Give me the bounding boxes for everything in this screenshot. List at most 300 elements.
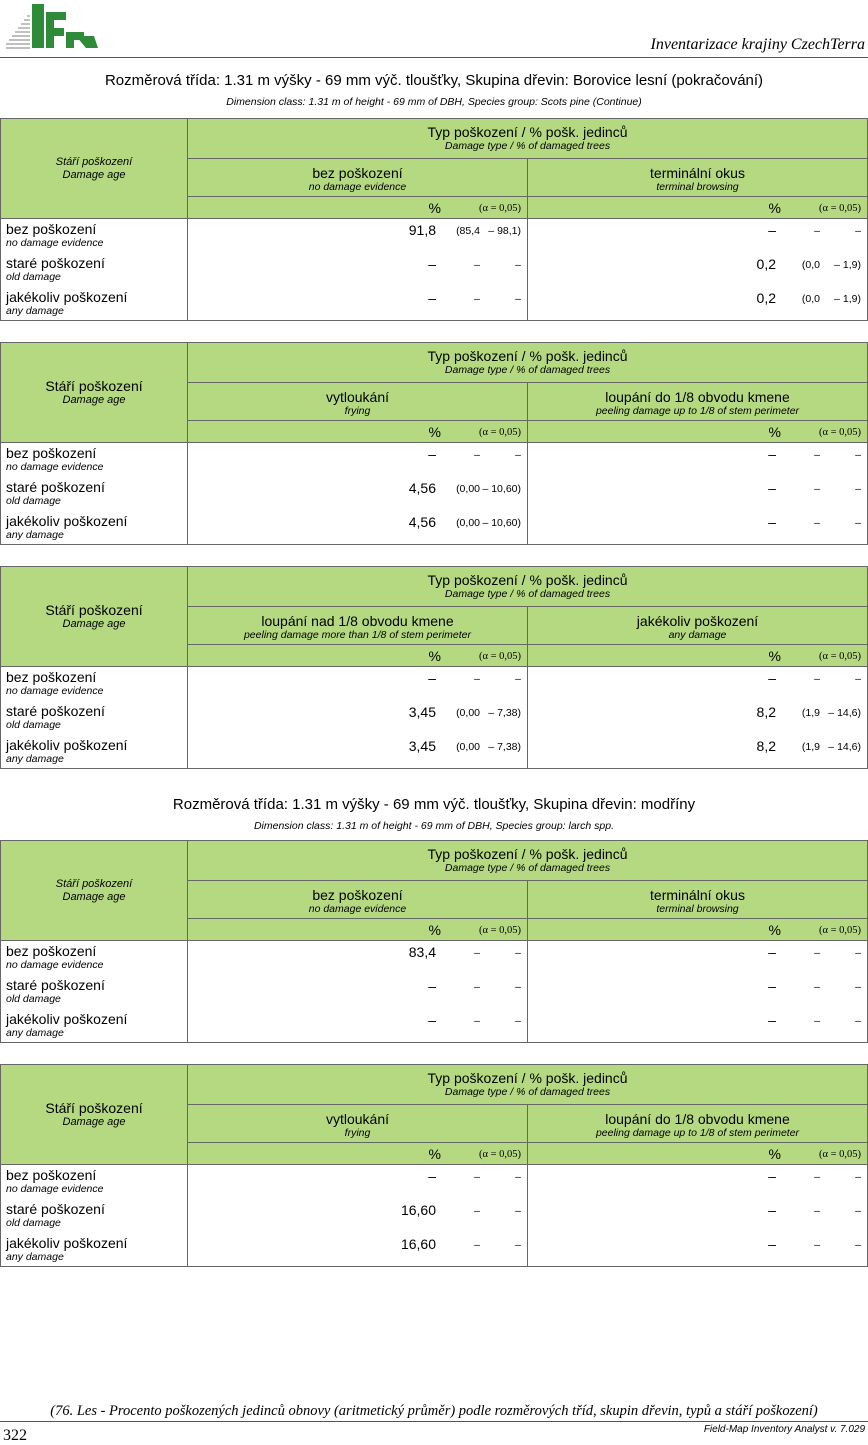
ci-upper-value: 98,1) (497, 225, 521, 237)
ci-lower-empty: – (474, 292, 480, 305)
percent-label: % (768, 647, 781, 664)
ci-upper-empty: – (515, 1171, 521, 1183)
column-header (188, 159, 528, 197)
value-cell (528, 287, 868, 321)
column-title: vytloukání (325, 1111, 390, 1127)
value-cell (528, 1165, 868, 1199)
row-label-main: staré poškození (6, 702, 105, 719)
ci-upper (828, 741, 861, 753)
row-label-sub: no damage evidence (6, 461, 104, 473)
row-label-sub: no damage evidence (6, 237, 104, 249)
column-title: loupání do 1/8 obvodu kmene (605, 389, 790, 405)
ci-upper-value: 10,60) (491, 482, 521, 495)
ci-lower-empty: – (814, 225, 820, 237)
damage-table (0, 840, 868, 1043)
mean-value-empty: – (768, 944, 776, 960)
ci-upper-empty: – (855, 1238, 861, 1251)
table-row (1, 219, 868, 253)
percent-header (188, 197, 528, 219)
ci-dash: – (488, 225, 495, 237)
mean-value: 16,60 (400, 1201, 436, 1218)
mean-value-empty: – (768, 513, 776, 530)
mean-value: 91,8 (408, 222, 436, 238)
column-title: vytloukání (325, 389, 390, 405)
row-label-main: jakékoliv poškození (6, 288, 128, 305)
mean-value-empty: – (768, 670, 776, 686)
row-label-sub: no damage evidence (6, 959, 104, 971)
row-label-sub: old damage (6, 718, 61, 731)
ci-upper-empty: – (855, 1014, 861, 1027)
value-cell (188, 1165, 528, 1199)
value-cell (188, 975, 528, 1009)
section-title: Rozměrová třída: 1.31 m výšky - 69 mm výč. tloušťky, Skupina dřevin: modříny (172, 796, 696, 813)
mean-value: 0,2 (756, 255, 776, 272)
ci-lower-empty: – (474, 1171, 480, 1183)
ci-lower-empty: – (814, 1014, 820, 1027)
percent-label: % (768, 199, 781, 216)
damage-age-header (1, 119, 188, 219)
column-header (188, 881, 528, 919)
value-cell (188, 253, 528, 287)
ci-upper-value: 10,60) (491, 516, 521, 529)
table-row (1, 701, 868, 735)
ci-upper (834, 293, 861, 305)
row-label (1, 287, 188, 321)
column-header (528, 607, 868, 645)
row-label-main: staré poškození (6, 976, 105, 993)
column-subtitle: peeling damage more than 1/8 of stem perimeter (243, 629, 472, 641)
damage-type-header (188, 343, 868, 383)
table-row (1, 735, 868, 769)
mean-value: 4,56 (408, 479, 436, 496)
damage-type-subtitle: Damage type / % of damaged trees (444, 862, 611, 874)
mean-value-empty: – (428, 1168, 436, 1184)
ci-upper-empty: – (515, 673, 521, 685)
row-label-main: jakékoliv poškození (6, 1234, 128, 1251)
column-subtitle: peeling damage up to 1/8 of stem perimeter (595, 1127, 800, 1139)
row-label-main: bez poškození (6, 445, 97, 461)
column-header (528, 1105, 868, 1143)
ci-lower-empty: – (814, 482, 820, 495)
row-label (1, 219, 188, 253)
value-cell (528, 701, 868, 735)
alpha-label: (α = 0,05) (478, 924, 521, 936)
column-title: bez poškození (312, 887, 403, 903)
ci-lower: (0,00 (456, 706, 480, 719)
alpha-label: (α = 0,05) (818, 924, 861, 936)
row-label (1, 667, 188, 701)
value-cell (188, 701, 528, 735)
row-label (1, 701, 188, 735)
damage-age-label: Stáří poškození (45, 378, 143, 394)
row-label (1, 443, 188, 477)
ci-lower: (85,4 (456, 225, 480, 237)
value-cell (528, 667, 868, 701)
damage-age-sublabel: Damage age (62, 1116, 126, 1128)
column-title: loupání do 1/8 obvodu kmene (605, 1111, 790, 1127)
ifer-logo (4, 2, 100, 54)
ci-upper-empty: – (515, 1014, 521, 1027)
value-cell (528, 511, 868, 545)
value-cell (188, 1199, 528, 1233)
row-label-main: bez poškození (6, 943, 97, 959)
damage-age-label: Stáří poškození (55, 877, 133, 890)
ci-upper-value: 1,9) (842, 292, 861, 305)
table-row (1, 511, 868, 545)
damage-type-title: Typ poškození / % pošk. jedinců (427, 846, 628, 862)
value-cell (528, 941, 868, 975)
ci-lower: (1,9 (801, 706, 820, 719)
percent-label: % (768, 423, 781, 440)
ci-upper-empty: – (515, 449, 521, 461)
column-subtitle: frying (344, 405, 371, 417)
table-row (1, 1199, 868, 1233)
mean-value-empty: – (768, 1235, 776, 1252)
value-cell (528, 443, 868, 477)
row-label-sub: old damage (6, 992, 61, 1005)
row-label (1, 975, 188, 1009)
mean-value-empty: – (768, 479, 776, 496)
ci-lower-empty: – (474, 673, 480, 685)
ci-upper-empty: – (515, 947, 521, 959)
ci-upper-value: 7,38) (497, 740, 521, 753)
ci-upper (482, 483, 521, 495)
row-label-main: jakékoliv poškození (6, 736, 128, 753)
value-cell (528, 975, 868, 1009)
row-label-main: jakékoliv poškození (6, 512, 128, 529)
mean-value-empty: – (768, 977, 776, 994)
value-cell (528, 253, 868, 287)
damage-age-sublabel: Damage age (62, 168, 126, 181)
value-cell (188, 735, 528, 769)
mean-value: 83,4 (408, 944, 436, 960)
damage-age-sublabel: Damage age (62, 394, 126, 406)
ci-lower-empty: – (814, 516, 820, 529)
ci-lower: (0,0 (801, 258, 820, 271)
mean-value: 4,56 (408, 513, 436, 530)
ci-upper-empty: – (515, 1238, 521, 1251)
ci-lower-empty: – (474, 1238, 480, 1251)
value-cell (528, 477, 868, 511)
ci-lower-empty: – (474, 258, 480, 271)
damage-age-label: Stáří poškození (55, 155, 133, 168)
row-label-sub: any damage (6, 752, 64, 765)
value-cell (528, 735, 868, 769)
mean-value: 3,45 (408, 737, 436, 754)
row-label (1, 1199, 188, 1233)
table-row (1, 1165, 868, 1199)
row-label-main: jakékoliv poškození (6, 1010, 128, 1027)
ci-upper (488, 741, 521, 753)
row-label (1, 511, 188, 545)
ci-lower-empty: – (474, 947, 480, 959)
row-label-main: bez poškození (6, 221, 97, 237)
value-cell (188, 1009, 528, 1043)
row-label-sub: any damage (6, 304, 64, 317)
percent-label: % (428, 199, 441, 216)
ci-upper (834, 259, 861, 271)
row-label-sub: any damage (6, 528, 64, 541)
ci-upper-empty: – (855, 449, 861, 461)
ci-upper (482, 517, 521, 529)
ci-lower-empty: – (814, 673, 820, 685)
ci-upper-empty: – (855, 980, 861, 993)
ci-dash: – (488, 740, 495, 753)
mean-value-empty: – (428, 670, 436, 686)
damage-type-header (188, 1065, 868, 1105)
row-label-sub: no damage evidence (6, 685, 104, 697)
mean-value-empty: – (768, 1168, 776, 1184)
row-label (1, 253, 188, 287)
row-label (1, 1233, 188, 1267)
value-cell (188, 287, 528, 321)
ci-upper-empty: – (855, 673, 861, 685)
value-cell (188, 1233, 528, 1267)
row-label-main: staré poškození (6, 254, 105, 271)
alpha-label: (α = 0,05) (818, 426, 861, 438)
ci-dash: – (482, 482, 489, 495)
damage-age-sublabel: Damage age (62, 618, 126, 630)
column-header (188, 1105, 528, 1143)
ci-lower: (0,00 (456, 516, 480, 529)
table-row (1, 253, 868, 287)
column-header (528, 383, 868, 421)
mean-value-empty: – (428, 977, 436, 994)
row-label-main: bez poškození (6, 669, 97, 685)
damage-type-title: Typ poškození / % pošk. jedinců (427, 1070, 628, 1086)
ci-lower-empty: – (814, 1171, 820, 1183)
damage-age-sublabel: Damage age (62, 890, 126, 903)
row-label-sub: old damage (6, 270, 61, 283)
percent-label: % (428, 647, 441, 664)
damage-age-label: Stáří poškození (45, 1100, 143, 1116)
damage-type-header (188, 119, 868, 159)
mean-value-empty: – (768, 222, 776, 238)
damage-type-title: Typ poškození / % pošk. jedinců (427, 572, 628, 588)
ci-dash: – (488, 706, 495, 719)
ci-dash: – (828, 740, 835, 753)
damage-age-header (1, 1065, 188, 1165)
ci-upper (828, 707, 861, 719)
ci-dash: – (828, 706, 835, 719)
alpha-label: (α = 0,05) (818, 650, 861, 662)
ci-lower: (0,00 (456, 482, 480, 495)
column-header (528, 159, 868, 197)
damage-table (0, 118, 868, 321)
row-label-sub: no damage evidence (6, 1183, 104, 1195)
header-divider (0, 57, 868, 58)
row-label-sub: old damage (6, 494, 61, 507)
alpha-label: (α = 0,05) (478, 650, 521, 662)
column-title: bez poškození (312, 165, 403, 181)
damage-table (0, 342, 868, 545)
percent-label: % (428, 1145, 441, 1162)
row-label (1, 735, 188, 769)
damage-type-header (188, 567, 868, 607)
alpha-label: (α = 0,05) (478, 426, 521, 438)
ci-upper-empty: – (855, 947, 861, 959)
ci-upper-empty: – (855, 1204, 861, 1217)
percent-header (528, 919, 868, 941)
ci-dash: – (834, 258, 840, 271)
column-title: loupání nad 1/8 obvodu kmene (261, 613, 454, 629)
mean-value-empty: – (428, 255, 436, 272)
row-label-main: staré poškození (6, 1200, 105, 1217)
damage-type-subtitle: Damage type / % of damaged trees (444, 588, 611, 600)
damage-type-subtitle: Damage type / % of damaged trees (444, 1086, 611, 1098)
value-cell (188, 941, 528, 975)
damage-type-subtitle: Damage type / % of damaged trees (444, 364, 611, 376)
table-row (1, 667, 868, 701)
ci-lower-empty: – (814, 449, 820, 461)
damage-table (0, 1064, 868, 1267)
mean-value-empty: – (428, 446, 436, 462)
row-label-sub: any damage (6, 1250, 64, 1263)
value-cell (528, 1199, 868, 1233)
alpha-label: (α = 0,05) (818, 1148, 861, 1160)
mean-value-empty: – (768, 1011, 776, 1028)
row-label-sub: any damage (6, 1026, 64, 1039)
percent-header (188, 919, 528, 941)
column-header (528, 881, 868, 919)
ci-upper-empty: – (855, 516, 861, 529)
row-label (1, 1009, 188, 1043)
table-row (1, 443, 868, 477)
mean-value: 8,2 (756, 737, 776, 754)
alpha-label: (α = 0,05) (478, 202, 521, 214)
mean-value-empty: – (428, 1011, 436, 1028)
ci-upper-empty: – (515, 258, 521, 271)
ci-lower-empty: – (814, 1204, 820, 1217)
figure-caption: (76. Les - Procento poškozených jedinců obnovy (aritmetický průměr) podle rozměrových tříd, skupin dřevin, typů a stáří poškození) (50, 1403, 818, 1419)
value-cell (528, 219, 868, 253)
alpha-label: (α = 0,05) (478, 1148, 521, 1160)
column-subtitle: peeling damage up to 1/8 of stem perimeter (595, 405, 800, 417)
damage-age-header (1, 343, 188, 443)
ci-upper-empty: – (515, 980, 521, 993)
percent-header (528, 421, 868, 443)
value-cell (188, 511, 528, 545)
ci-upper-empty: – (855, 225, 861, 237)
ci-upper-value: 1,9) (842, 258, 861, 271)
percent-header (188, 1143, 528, 1165)
table-row (1, 941, 868, 975)
mean-value: 8,2 (756, 703, 776, 720)
table-row (1, 975, 868, 1009)
footer-divider (0, 1421, 868, 1422)
ci-upper-value: 7,38) (497, 706, 521, 719)
ci-lower-empty: – (474, 449, 480, 461)
ci-lower-empty: – (814, 980, 820, 993)
percent-header (528, 1143, 868, 1165)
column-subtitle: any damage (668, 629, 727, 641)
value-cell (188, 219, 528, 253)
column-subtitle: frying (344, 1127, 371, 1139)
percent-header (528, 197, 868, 219)
ci-upper-empty: – (515, 292, 521, 305)
row-label (1, 1165, 188, 1199)
column-header (188, 607, 528, 645)
row-label-main: staré poškození (6, 478, 105, 495)
percent-label: % (768, 1145, 781, 1162)
mean-value-empty: – (768, 446, 776, 462)
ci-lower-empty: – (474, 1014, 480, 1027)
row-label-sub: old damage (6, 1216, 61, 1229)
ci-lower: (1,9 (801, 740, 820, 753)
ci-upper-value: 14,6) (837, 740, 861, 753)
percent-label: % (428, 921, 441, 938)
ci-lower: (0,0 (801, 292, 820, 305)
percent-header (188, 421, 528, 443)
mean-value: 0,2 (756, 289, 776, 306)
table-row (1, 477, 868, 511)
ci-dash: – (834, 292, 840, 305)
column-title: terminální okus (650, 165, 745, 181)
mean-value-empty: – (428, 289, 436, 306)
ci-upper-empty: – (515, 1204, 521, 1217)
column-subtitle: no damage evidence (308, 181, 407, 193)
ci-upper (488, 707, 521, 719)
column-title: jakékoliv poškození (636, 613, 759, 629)
value-cell (188, 477, 528, 511)
mean-value: 3,45 (408, 703, 436, 720)
alpha-label: (α = 0,05) (818, 202, 861, 214)
mean-value-empty: – (768, 1201, 776, 1218)
column-subtitle: terminal browsing (656, 903, 739, 915)
damage-table (0, 566, 868, 769)
table-row (1, 1009, 868, 1043)
page-number: 322 (3, 1427, 27, 1444)
column-subtitle: no damage evidence (308, 903, 407, 915)
damage-type-header (188, 841, 868, 881)
software-version: Field-Map Inventory Analyst v. 7.029 (703, 1424, 865, 1435)
section-title: Rozměrová třída: 1.31 m výšky - 69 mm výč. tloušťky, Skupina dřevin: Borovice lesní (pokračování) (104, 72, 764, 89)
row-label (1, 477, 188, 511)
percent-label: % (428, 423, 441, 440)
table-row (1, 1233, 868, 1267)
ci-dash: – (482, 516, 489, 529)
row-label (1, 941, 188, 975)
value-cell (528, 1009, 868, 1043)
column-subtitle: terminal browsing (656, 181, 739, 193)
value-cell (188, 443, 528, 477)
section-subtitle: Dimension class: 1.31 m of height - 69 mm of DBH, Species group: larch spp. (253, 820, 615, 832)
damage-age-header (1, 567, 188, 667)
percent-header (188, 645, 528, 667)
table-row (1, 287, 868, 321)
ci-lower: (0,00 (456, 740, 480, 753)
ci-lower-empty: – (474, 1204, 480, 1217)
percent-label: % (768, 921, 781, 938)
column-title: terminální okus (650, 887, 745, 903)
ci-upper (488, 225, 521, 237)
row-label-main: bez poškození (6, 1167, 97, 1183)
section-subtitle: Dimension class: 1.31 m of height - 69 mm of DBH, Species group: Scots pine (Continue) (226, 96, 642, 108)
ci-upper-empty: – (855, 1171, 861, 1183)
damage-type-title: Typ poškození / % pošk. jedinců (427, 124, 628, 140)
mean-value: 16,60 (400, 1235, 436, 1252)
damage-type-title: Typ poškození / % pošk. jedinců (427, 348, 628, 364)
ci-upper-empty: – (855, 482, 861, 495)
ci-upper-value: 14,6) (837, 706, 861, 719)
damage-type-subtitle: Damage type / % of damaged trees (444, 140, 611, 152)
column-header (188, 383, 528, 421)
percent-header (528, 645, 868, 667)
value-cell (188, 667, 528, 701)
damage-age-header (1, 841, 188, 941)
ci-lower-empty: – (814, 947, 820, 959)
header-title: Inventarizace krajiny CzechTerra (650, 36, 865, 53)
